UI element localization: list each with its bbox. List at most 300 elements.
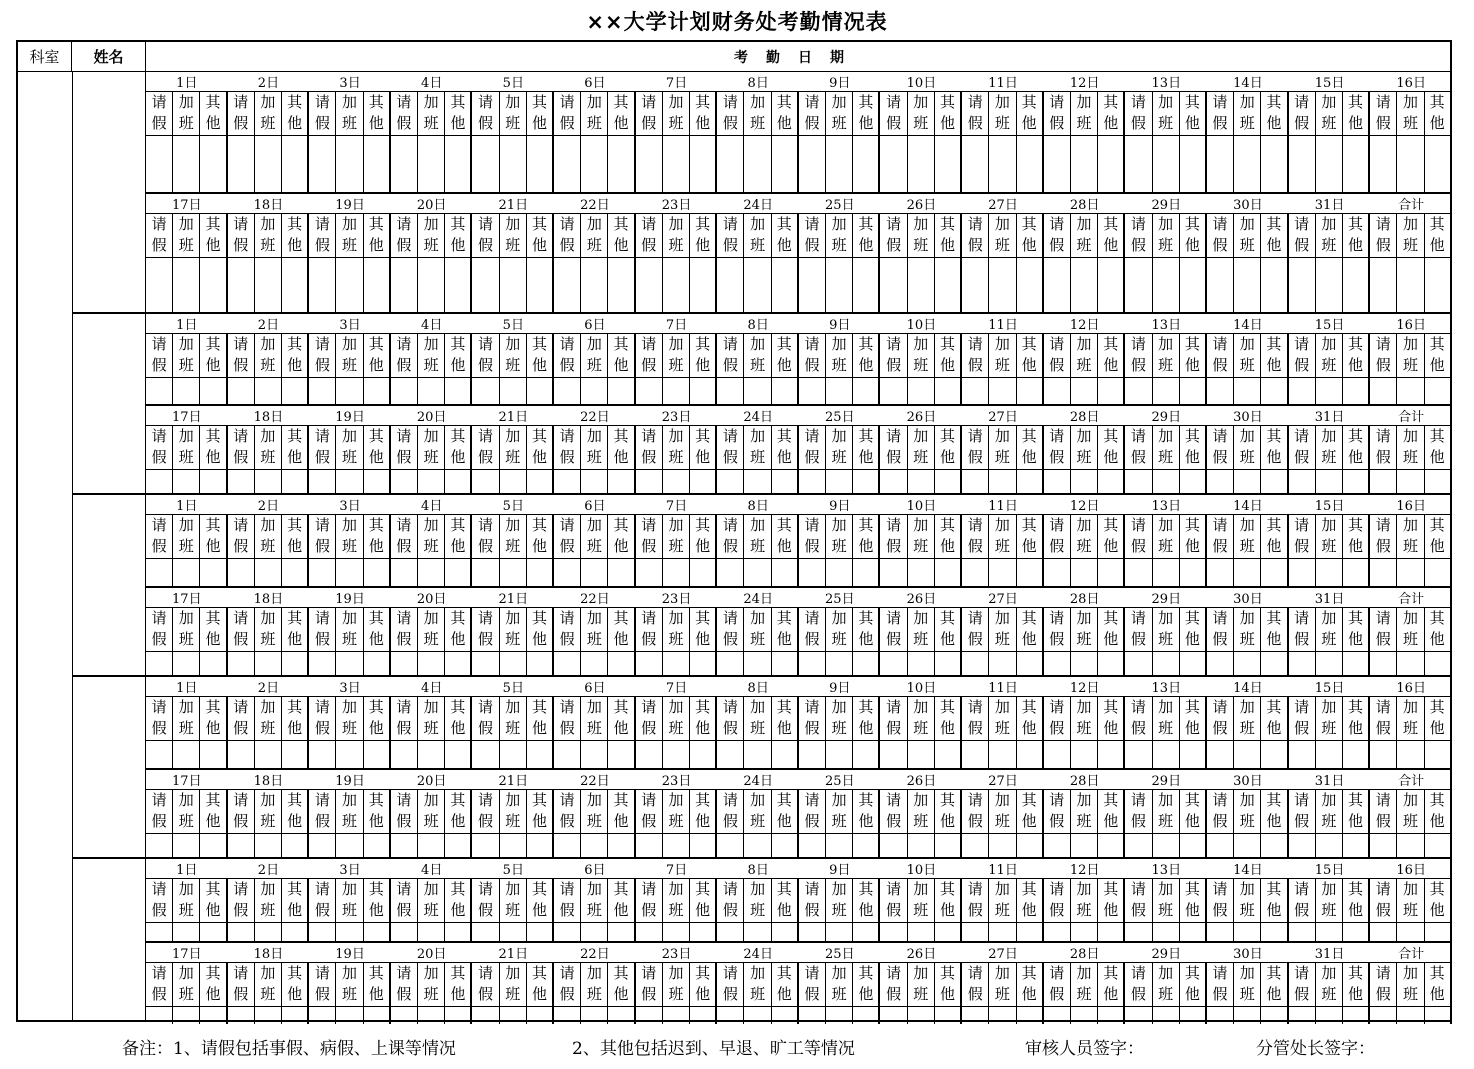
attendance-cell[interactable] [1234,378,1261,404]
attendance-cell[interactable] [935,1007,962,1024]
attendance-cell[interactable] [744,378,771,404]
attendance-cell[interactable] [391,136,418,192]
attendance-cell[interactable] [1425,559,1452,586]
attendance-cell[interactable] [1261,378,1288,404]
attendance-cell[interactable] [1180,652,1207,677]
attendance-cell[interactable] [799,923,826,941]
attendance-cell[interactable] [1425,136,1452,192]
attendance-cell[interactable] [146,1007,173,1024]
attendance-cell[interactable] [472,1007,499,1024]
attendance-cell[interactable] [391,470,418,495]
attendance-cell[interactable] [608,741,635,768]
attendance-cell[interactable] [1207,559,1234,586]
name-cell[interactable] [72,314,146,493]
attendance-cell[interactable] [200,559,227,586]
attendance-cell[interactable] [908,470,935,495]
attendance-cell[interactable] [527,652,554,677]
name-cell[interactable] [72,677,146,857]
attendance-cell[interactable] [908,834,935,859]
attendance-cell[interactable] [826,741,853,768]
attendance-cell[interactable] [717,378,744,404]
attendance-cell[interactable] [880,136,907,192]
attendance-cell[interactable] [826,1007,853,1024]
attendance-cell[interactable] [1234,741,1261,768]
attendance-cell[interactable] [935,923,962,941]
attendance-cell[interactable] [391,258,418,312]
attendance-cell[interactable] [772,470,799,495]
attendance-cell[interactable] [581,559,608,586]
attendance-cell[interactable] [1234,834,1261,859]
attendance-cell[interactable] [1343,378,1370,404]
attendance-cell[interactable] [228,258,255,312]
attendance-cell[interactable] [744,741,771,768]
attendance-cell[interactable] [228,923,255,941]
attendance-cell[interactable] [908,559,935,586]
attendance-cell[interactable] [962,652,989,677]
attendance-cell[interactable] [690,136,717,192]
attendance-cell[interactable] [309,923,336,941]
attendance-cell[interactable] [336,559,363,586]
attendance-cell[interactable] [255,652,282,677]
attendance-cell[interactable] [1425,378,1452,404]
attendance-cell[interactable] [472,652,499,677]
attendance-cell[interactable] [146,136,173,192]
attendance-cell[interactable] [853,470,880,495]
attendance-cell[interactable] [1370,470,1397,495]
attendance-cell[interactable] [445,652,472,677]
name-cell[interactable] [72,859,146,1022]
attendance-cell[interactable] [663,136,690,192]
attendance-cell[interactable] [1289,470,1316,495]
attendance-cell[interactable] [445,923,472,941]
attendance-cell[interactable] [880,741,907,768]
attendance-cell[interactable] [1071,470,1098,495]
attendance-cell[interactable] [744,136,771,192]
attendance-cell[interactable] [554,378,581,404]
attendance-cell[interactable] [173,923,200,941]
attendance-cell[interactable] [445,559,472,586]
attendance-cell[interactable] [1234,470,1261,495]
attendance-cell[interactable] [989,136,1016,192]
attendance-cell[interactable] [1071,378,1098,404]
attendance-cell[interactable] [717,1007,744,1024]
attendance-cell[interactable] [1370,136,1397,192]
attendance-cell[interactable] [1370,834,1397,859]
attendance-cell[interactable] [282,834,309,859]
attendance-cell[interactable] [663,258,690,312]
attendance-cell[interactable] [364,834,391,859]
attendance-cell[interactable] [1234,652,1261,677]
attendance-cell[interactable] [690,834,717,859]
attendance-cell[interactable] [799,652,826,677]
attendance-cell[interactable] [826,923,853,941]
attendance-cell[interactable] [1044,559,1071,586]
attendance-cell[interactable] [1044,741,1071,768]
attendance-cell[interactable] [1343,258,1370,312]
attendance-cell[interactable] [1153,136,1180,192]
attendance-cell[interactable] [472,923,499,941]
attendance-cell[interactable] [962,1007,989,1024]
attendance-cell[interactable] [1343,741,1370,768]
attendance-cell[interactable] [744,1007,771,1024]
attendance-cell[interactable] [500,470,527,495]
attendance-cell[interactable] [1125,652,1152,677]
attendance-cell[interactable] [826,834,853,859]
attendance-cell[interactable] [364,258,391,312]
attendance-cell[interactable] [880,652,907,677]
attendance-cell[interactable] [472,559,499,586]
attendance-cell[interactable] [1071,923,1098,941]
attendance-cell[interactable] [1234,559,1261,586]
attendance-cell[interactable] [1044,258,1071,312]
attendance-cell[interactable] [200,923,227,941]
attendance-cell[interactable] [336,741,363,768]
attendance-cell[interactable] [744,559,771,586]
attendance-cell[interactable] [200,136,227,192]
attendance-cell[interactable] [935,258,962,312]
attendance-cell[interactable] [663,834,690,859]
attendance-cell[interactable] [255,741,282,768]
attendance-cell[interactable] [364,378,391,404]
attendance-cell[interactable] [500,1007,527,1024]
attendance-cell[interactable] [1017,136,1044,192]
attendance-cell[interactable] [826,470,853,495]
attendance-cell[interactable] [1017,834,1044,859]
attendance-cell[interactable] [690,923,717,941]
attendance-cell[interactable] [1397,136,1424,192]
attendance-cell[interactable] [1397,741,1424,768]
attendance-cell[interactable] [1044,834,1071,859]
attendance-cell[interactable] [717,559,744,586]
attendance-cell[interactable] [908,378,935,404]
attendance-cell[interactable] [1125,923,1152,941]
attendance-cell[interactable] [1234,258,1261,312]
attendance-cell[interactable] [336,923,363,941]
attendance-cell[interactable] [1125,136,1152,192]
attendance-cell[interactable] [1153,834,1180,859]
attendance-cell[interactable] [228,741,255,768]
name-cell[interactable] [72,495,146,675]
attendance-cell[interactable] [1125,559,1152,586]
attendance-cell[interactable] [1017,470,1044,495]
attendance-cell[interactable] [690,470,717,495]
attendance-cell[interactable] [989,923,1016,941]
attendance-cell[interactable] [880,1007,907,1024]
attendance-cell[interactable] [826,136,853,192]
attendance-cell[interactable] [908,923,935,941]
attendance-cell[interactable] [554,136,581,192]
attendance-cell[interactable] [445,1007,472,1024]
attendance-cell[interactable] [1098,378,1125,404]
attendance-cell[interactable] [690,258,717,312]
attendance-cell[interactable] [1425,258,1452,312]
attendance-cell[interactable] [772,834,799,859]
attendance-cell[interactable] [418,559,445,586]
attendance-cell[interactable] [364,923,391,941]
attendance-cell[interactable] [200,1007,227,1024]
attendance-cell[interactable] [1343,923,1370,941]
attendance-cell[interactable] [1207,834,1234,859]
attendance-cell[interactable] [146,834,173,859]
attendance-cell[interactable] [1125,470,1152,495]
attendance-cell[interactable] [173,652,200,677]
attendance-cell[interactable] [717,652,744,677]
attendance-cell[interactable] [391,652,418,677]
attendance-cell[interactable] [472,470,499,495]
attendance-cell[interactable] [146,470,173,495]
attendance-cell[interactable] [1289,834,1316,859]
attendance-cell[interactable] [146,378,173,404]
attendance-cell[interactable] [391,923,418,941]
attendance-cell[interactable] [527,741,554,768]
attendance-cell[interactable] [962,378,989,404]
attendance-cell[interactable] [636,378,663,404]
attendance-cell[interactable] [799,741,826,768]
attendance-cell[interactable] [527,258,554,312]
attendance-cell[interactable] [1261,923,1288,941]
attendance-cell[interactable] [527,136,554,192]
attendance-cell[interactable] [1261,258,1288,312]
attendance-cell[interactable] [255,834,282,859]
attendance-cell[interactable] [799,378,826,404]
attendance-cell[interactable] [744,923,771,941]
attendance-cell[interactable] [1425,834,1452,859]
attendance-cell[interactable] [309,741,336,768]
attendance-cell[interactable] [1261,652,1288,677]
attendance-cell[interactable] [1261,834,1288,859]
attendance-cell[interactable] [962,559,989,586]
attendance-cell[interactable] [228,834,255,859]
attendance-cell[interactable] [1044,923,1071,941]
attendance-cell[interactable] [146,741,173,768]
attendance-cell[interactable] [1261,1007,1288,1024]
attendance-cell[interactable] [1343,470,1370,495]
attendance-cell[interactable] [1397,559,1424,586]
attendance-cell[interactable] [581,136,608,192]
attendance-cell[interactable] [282,559,309,586]
attendance-cell[interactable] [1125,378,1152,404]
attendance-cell[interactable] [1261,136,1288,192]
attendance-cell[interactable] [853,559,880,586]
attendance-cell[interactable] [1207,378,1234,404]
attendance-cell[interactable] [364,559,391,586]
attendance-cell[interactable] [608,652,635,677]
attendance-cell[interactable] [500,136,527,192]
attendance-cell[interactable] [200,378,227,404]
attendance-cell[interactable] [1261,559,1288,586]
attendance-cell[interactable] [772,741,799,768]
attendance-cell[interactable] [1289,741,1316,768]
attendance-cell[interactable] [228,470,255,495]
attendance-cell[interactable] [200,652,227,677]
attendance-cell[interactable] [445,378,472,404]
attendance-cell[interactable] [1180,559,1207,586]
attendance-cell[interactable] [336,258,363,312]
attendance-cell[interactable] [1289,923,1316,941]
attendance-cell[interactable] [1289,652,1316,677]
attendance-cell[interactable] [1180,378,1207,404]
attendance-cell[interactable] [962,923,989,941]
attendance-cell[interactable] [282,378,309,404]
attendance-cell[interactable] [908,258,935,312]
attendance-cell[interactable] [717,834,744,859]
attendance-cell[interactable] [880,470,907,495]
attendance-cell[interactable] [636,652,663,677]
attendance-cell[interactable] [554,741,581,768]
attendance-cell[interactable] [500,258,527,312]
attendance-cell[interactable] [554,559,581,586]
attendance-cell[interactable] [527,470,554,495]
attendance-cell[interactable] [962,470,989,495]
attendance-cell[interactable] [826,652,853,677]
attendance-cell[interactable] [309,1007,336,1024]
attendance-cell[interactable] [1044,1007,1071,1024]
attendance-cell[interactable] [500,378,527,404]
attendance-cell[interactable] [581,378,608,404]
attendance-cell[interactable] [1234,923,1261,941]
attendance-cell[interactable] [554,258,581,312]
attendance-cell[interactable] [1071,834,1098,859]
attendance-cell[interactable] [1207,1007,1234,1024]
attendance-cell[interactable] [608,923,635,941]
attendance-cell[interactable] [554,923,581,941]
attendance-cell[interactable] [200,470,227,495]
attendance-cell[interactable] [527,834,554,859]
attendance-cell[interactable] [636,136,663,192]
attendance-cell[interactable] [853,378,880,404]
attendance-cell[interactable] [1343,136,1370,192]
attendance-cell[interactable] [309,378,336,404]
attendance-cell[interactable] [908,652,935,677]
attendance-cell[interactable] [880,378,907,404]
attendance-cell[interactable] [1044,378,1071,404]
attendance-cell[interactable] [1316,1007,1343,1024]
attendance-cell[interactable] [1207,258,1234,312]
attendance-cell[interactable] [772,136,799,192]
attendance-cell[interactable] [282,470,309,495]
attendance-cell[interactable] [1370,258,1397,312]
attendance-cell[interactable] [1370,652,1397,677]
attendance-cell[interactable] [418,652,445,677]
attendance-cell[interactable] [309,559,336,586]
attendance-cell[interactable] [1017,378,1044,404]
attendance-cell[interactable] [853,923,880,941]
attendance-cell[interactable] [935,559,962,586]
attendance-cell[interactable] [228,378,255,404]
attendance-cell[interactable] [364,741,391,768]
attendance-cell[interactable] [255,559,282,586]
attendance-cell[interactable] [1207,741,1234,768]
attendance-cell[interactable] [1098,923,1125,941]
attendance-cell[interactable] [1425,1007,1452,1024]
attendance-cell[interactable] [908,741,935,768]
attendance-cell[interactable] [472,136,499,192]
attendance-cell[interactable] [1425,741,1452,768]
attendance-cell[interactable] [1071,741,1098,768]
attendance-cell[interactable] [1425,470,1452,495]
attendance-cell[interactable] [1017,741,1044,768]
attendance-cell[interactable] [799,1007,826,1024]
attendance-cell[interactable] [445,741,472,768]
attendance-cell[interactable] [1261,741,1288,768]
attendance-cell[interactable] [418,470,445,495]
attendance-cell[interactable] [581,470,608,495]
attendance-cell[interactable] [989,652,1016,677]
attendance-cell[interactable] [717,923,744,941]
attendance-cell[interactable] [1207,470,1234,495]
attendance-cell[interactable] [364,136,391,192]
attendance-cell[interactable] [853,136,880,192]
attendance-cell[interactable] [581,652,608,677]
attendance-cell[interactable] [581,1007,608,1024]
attendance-cell[interactable] [608,470,635,495]
attendance-cell[interactable] [581,923,608,941]
attendance-cell[interactable] [853,834,880,859]
attendance-cell[interactable] [1397,923,1424,941]
attendance-cell[interactable] [445,258,472,312]
attendance-cell[interactable] [391,1007,418,1024]
attendance-cell[interactable] [500,652,527,677]
attendance-cell[interactable] [1098,559,1125,586]
attendance-cell[interactable] [772,923,799,941]
attendance-cell[interactable] [1289,1007,1316,1024]
attendance-cell[interactable] [1098,258,1125,312]
attendance-cell[interactable] [173,258,200,312]
attendance-cell[interactable] [880,923,907,941]
attendance-cell[interactable] [255,470,282,495]
attendance-cell[interactable] [1289,136,1316,192]
attendance-cell[interactable] [173,1007,200,1024]
attendance-cell[interactable] [173,378,200,404]
attendance-cell[interactable] [200,834,227,859]
attendance-cell[interactable] [935,378,962,404]
attendance-cell[interactable] [744,834,771,859]
attendance-cell[interactable] [1316,741,1343,768]
attendance-cell[interactable] [989,258,1016,312]
attendance-cell[interactable] [853,258,880,312]
attendance-cell[interactable] [309,834,336,859]
attendance-cell[interactable] [908,136,935,192]
attendance-cell[interactable] [391,378,418,404]
attendance-cell[interactable] [772,559,799,586]
attendance-cell[interactable] [853,1007,880,1024]
attendance-cell[interactable] [336,136,363,192]
attendance-cell[interactable] [717,741,744,768]
attendance-cell[interactable] [146,652,173,677]
attendance-cell[interactable] [1397,378,1424,404]
attendance-cell[interactable] [418,741,445,768]
attendance-cell[interactable] [581,258,608,312]
attendance-cell[interactable] [173,834,200,859]
attendance-cell[interactable] [1397,1007,1424,1024]
attendance-cell[interactable] [1153,652,1180,677]
attendance-cell[interactable] [935,136,962,192]
attendance-cell[interactable] [935,470,962,495]
attendance-cell[interactable] [255,378,282,404]
attendance-cell[interactable] [1071,652,1098,677]
attendance-cell[interactable] [500,741,527,768]
attendance-cell[interactable] [581,834,608,859]
attendance-cell[interactable] [962,741,989,768]
attendance-cell[interactable] [1207,923,1234,941]
attendance-cell[interactable] [527,1007,554,1024]
attendance-cell[interactable] [935,834,962,859]
attendance-cell[interactable] [1316,834,1343,859]
attendance-cell[interactable] [1316,136,1343,192]
attendance-cell[interactable] [608,258,635,312]
attendance-cell[interactable] [1316,258,1343,312]
attendance-cell[interactable] [282,1007,309,1024]
